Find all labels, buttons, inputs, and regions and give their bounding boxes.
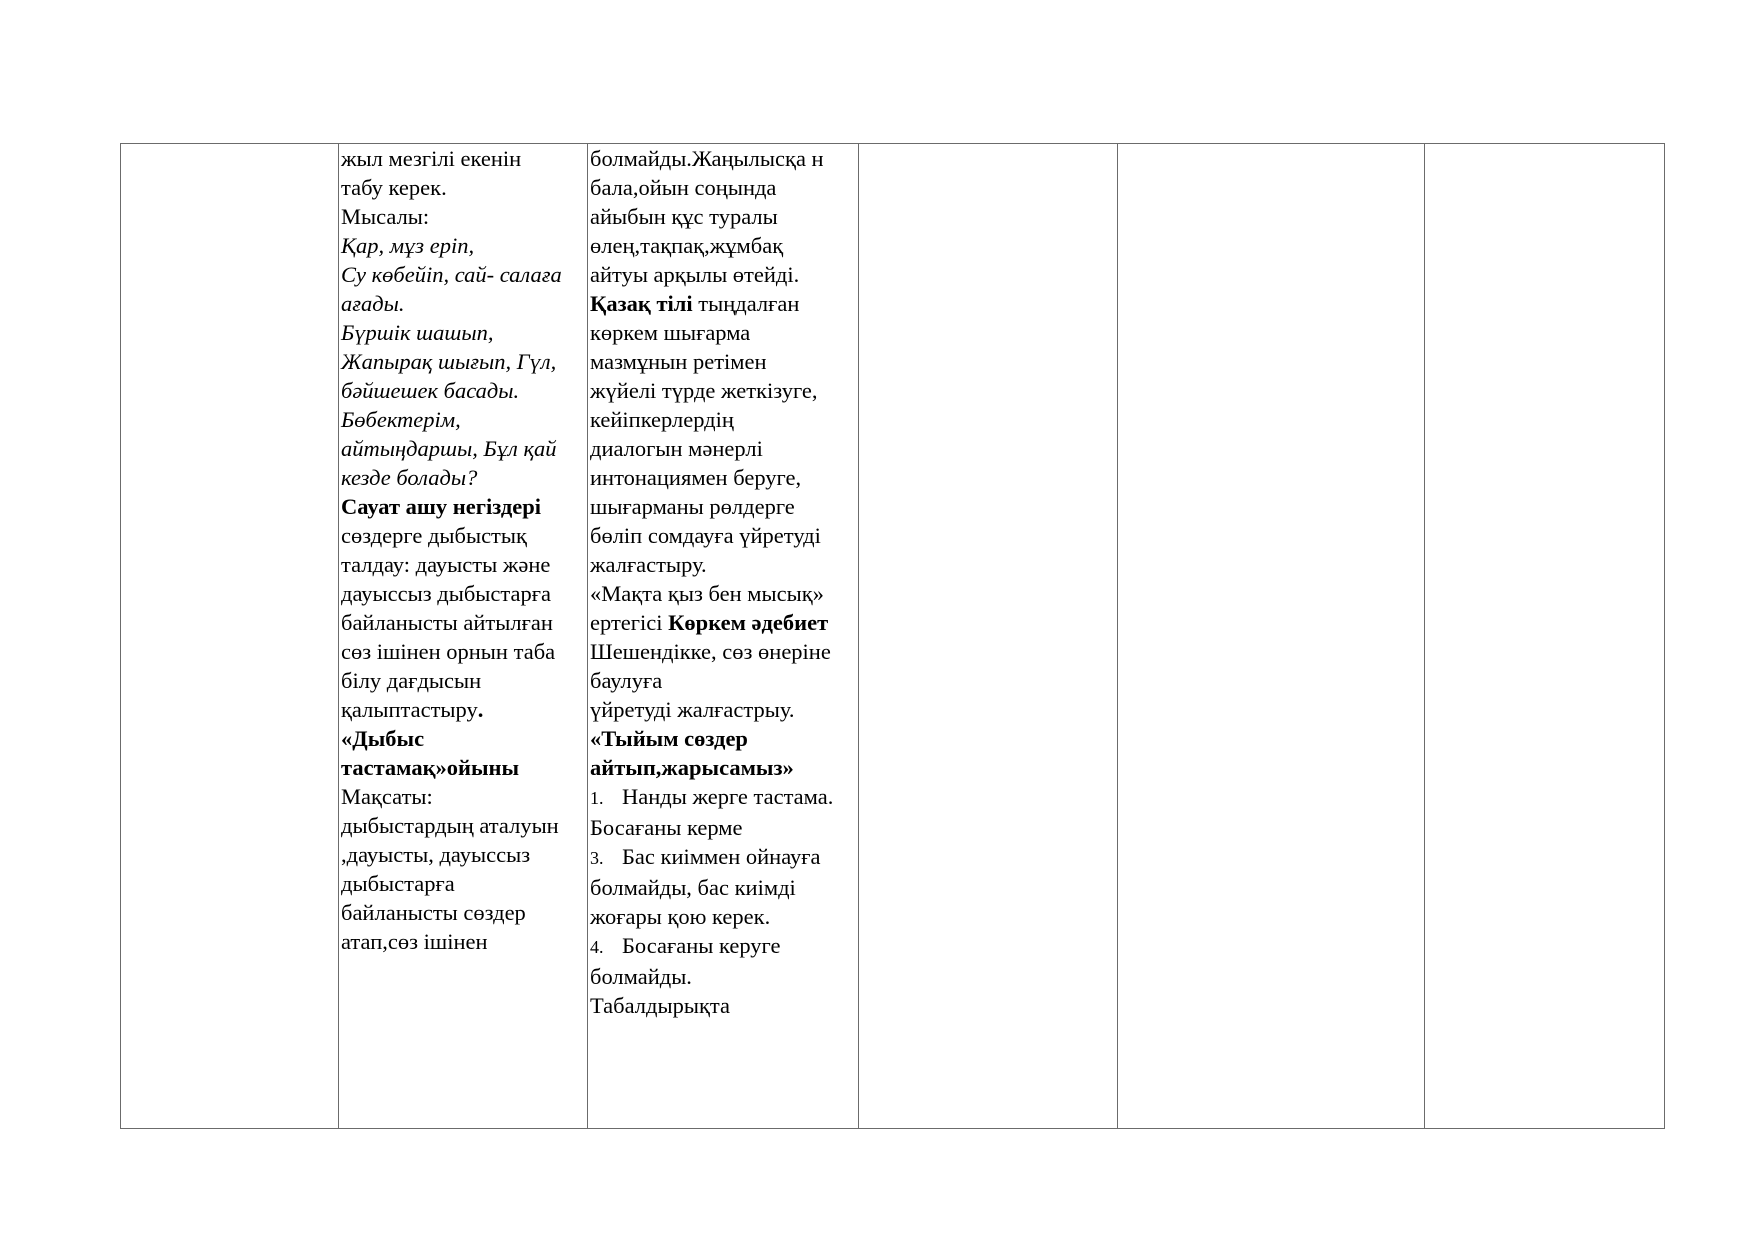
poem-line: Су көбейіп, сай- салаға [341, 262, 562, 287]
poem-line: Қар, мұз еріп, [341, 233, 475, 258]
text-line: көркем шығарма [590, 320, 751, 345]
text-line: интонациямен беруге, [590, 465, 802, 490]
text-line [590, 289, 856, 318]
table-cell-empty-6 [1425, 144, 1665, 1129]
text-line: дауыссыз дыбыстарға [341, 581, 551, 606]
table-cell-empty-5 [1118, 144, 1425, 1129]
game-title: «Дыбыс [341, 726, 425, 751]
text-line: жүйелі түрде жеткізуге, [590, 378, 818, 403]
text-line: айтуы арқылы өтейді. [590, 262, 800, 287]
text-line: табу керек. [341, 175, 447, 200]
text-fragment: . [477, 697, 484, 722]
table-cell-empty-1 [121, 144, 339, 1129]
text-line: білу дағдысын [341, 668, 482, 693]
text-line: ,дауысты, дауыссыз [341, 842, 531, 867]
rule-text: Босағаны керме [590, 815, 743, 840]
text-line: өлең,тақпақ,жұмбақ [590, 233, 784, 258]
rule-item [590, 813, 856, 842]
game-title: айтып,жарысамыз» [590, 755, 794, 780]
text-fragment: тыңдалған [692, 291, 800, 316]
poem-line: Бүршік шашып, [341, 320, 494, 345]
rule-text: болмайды. [590, 964, 692, 989]
rule-item [590, 782, 856, 813]
poem-line: кезде болады? [341, 465, 478, 490]
rule-text: жоғары қою керек. [590, 904, 771, 929]
game-title: «Тыйым сөздер [590, 726, 748, 751]
game-title: тастамақ»ойыны [341, 755, 520, 780]
text-line: бөліп сомдауға үйретуді [590, 523, 821, 548]
text-line: болмайды.Жаңылысқа н [590, 146, 824, 171]
table-cell-empty-4 [859, 144, 1118, 1129]
rule-item [590, 931, 856, 962]
text-line: дыбыстардың аталуын [341, 813, 559, 838]
rule-text: Табалдырықта [590, 993, 730, 1018]
text-line: дыбыстарға [341, 871, 455, 896]
rule-item [590, 991, 856, 1020]
table-row [121, 144, 1665, 1129]
text-line: атап,сөз ішінен [341, 929, 488, 954]
rule-number: 4. [590, 937, 604, 957]
table-cell-continuation [588, 144, 859, 1129]
subject-heading: Көркем әдебиет [668, 610, 829, 635]
text-fragment: ертегісі [590, 610, 669, 635]
rule-item [590, 902, 856, 931]
rule-text: Нанды жерге тастама. [622, 784, 834, 809]
section-heading: Сауат ашу негіздері [341, 494, 541, 519]
table-cell-activities [339, 144, 588, 1129]
rule-item [590, 873, 856, 902]
text-line: сөздерге дыбыстық [341, 523, 527, 548]
lesson-plan-table [120, 143, 1665, 1129]
text-line: диалогын мәнерлі [590, 436, 763, 461]
rule-item [590, 842, 856, 873]
poem-line: Жапырақ шығып, Гүл, [341, 349, 557, 374]
text-line: кейіпкерлердің [590, 407, 734, 432]
text-line: жыл мезгілі екенін [341, 146, 522, 171]
text-line: «Мақта қыз бен мысық» [590, 581, 824, 606]
poem-line: бәйшешек басады. [341, 378, 520, 403]
text-line: жалғастыру. [590, 552, 707, 577]
subject-heading: Қазақ тілі [590, 291, 693, 316]
text-line [341, 695, 585, 724]
text-line: байланысты сөздер [341, 900, 526, 925]
rule-text: Бас киіммен ойнауға [622, 844, 821, 869]
text-line: бала,ойын соңында [590, 175, 777, 200]
text-line: үйретуді жалғастрыу. [590, 697, 795, 722]
text-fragment: қалыптастыру [341, 697, 478, 722]
text-line: Мысалы: [341, 204, 430, 229]
text-line [590, 608, 856, 637]
poem-line: Бөбектерім, [341, 407, 461, 432]
text-line: мазмұнын ретімен [590, 349, 767, 374]
text-line: талдау: дауысты және [341, 552, 551, 577]
text-line: Шешендікке, сөз өнеріне [590, 639, 831, 664]
poem-line: айтыңдаршы, Бұл қай [341, 436, 557, 461]
text-line: шығарманы рөлдерге [590, 494, 795, 519]
text-line: сөз ішінен орнын таба [341, 639, 556, 664]
poem-line: ағады. [341, 291, 405, 316]
rule-number: 3. [590, 848, 604, 868]
rule-number: 1. [590, 788, 604, 808]
text-line: айыбын құс туралы [590, 204, 778, 229]
rule-item [590, 962, 856, 991]
rule-text: болмайды, бас киімді [590, 875, 796, 900]
rule-text: Босағаны керуге [622, 933, 781, 958]
text-line: баулуға [590, 668, 663, 693]
text-line: байланысты айтылған [341, 610, 553, 635]
text-line: Мақсаты: [341, 784, 433, 809]
